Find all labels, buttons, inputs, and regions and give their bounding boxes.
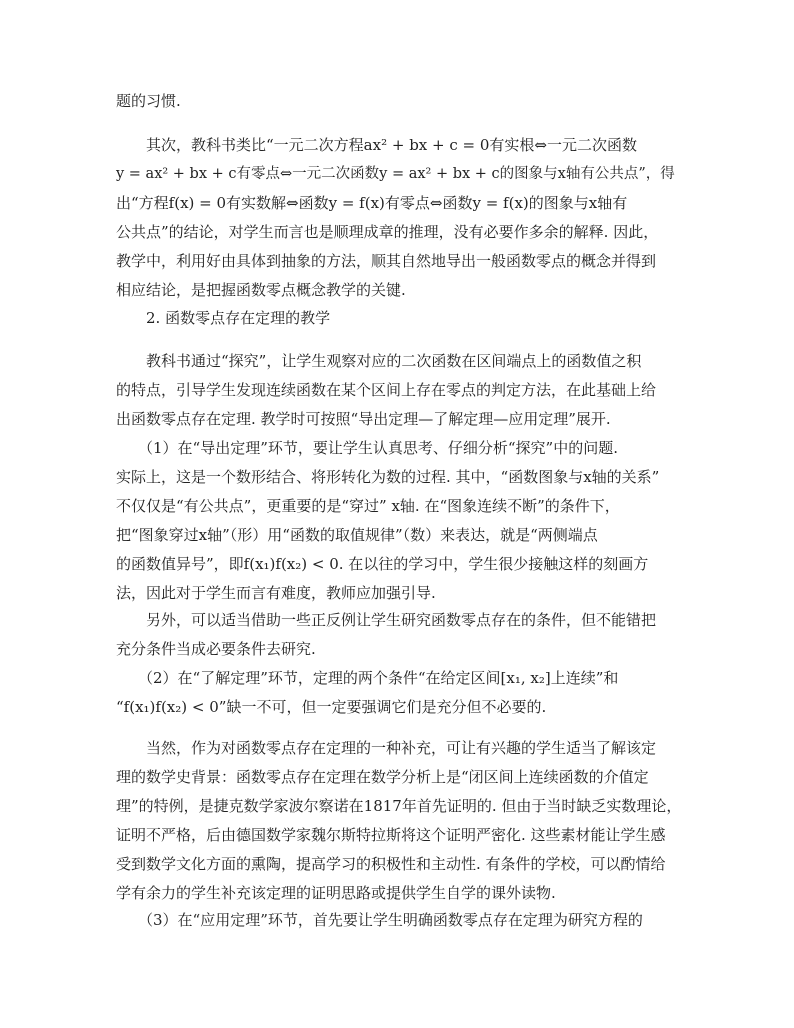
- text-line: 出“方程f(x) = 0有实数解⇔函数y = f(x)有零点⇔函数y = f(x)的图象与x轴有: [116, 194, 628, 212]
- paragraph-analogy: [116, 131, 682, 305]
- text-line-content: 教科书通过“探究”，让学生观察对应的二次函数在区间端点上的函数值之积: [146, 352, 642, 370]
- paragraph-understand-theorem: [116, 664, 682, 722]
- text-line: 公共点”的结论，对学生而言也是顺理成章的推理，没有必要作多余的解释. 因此，: [116, 223, 659, 241]
- text-line: 充分条件当成必要条件去研究.: [116, 640, 316, 658]
- text-line: 理的数学史背景：函数零点存在定理在数学分析上是“闭区间上连续函数的介值定: [116, 768, 649, 786]
- text-line: 法，因此对于学生而言有难度，教师应加强引导.: [116, 584, 436, 602]
- text-line: 的特点，引导学生发现连续函数在某个区间上存在零点的判定方法，在此基础上给: [116, 381, 657, 399]
- paragraph-derive-theorem: [116, 434, 682, 608]
- text-line: [116, 434, 682, 463]
- heading-text: 2. 函数零点存在定理的教学: [146, 309, 331, 327]
- text-line: 不仅仅是“有公共点”，更重要的是“穿过” x轴. 在“图象连续不断”的条件下，: [116, 497, 620, 515]
- text-line: 学有余力的学生补充该定理的证明思路或提供学生自学的课外读物.: [116, 884, 556, 902]
- text-line: y = ax² + bx + c有零点⇔一元二次函数y = ax² + bx + c的图象与x轴有公共点”，得: [116, 166, 675, 182]
- text-line: [116, 347, 682, 376]
- section-heading: [116, 304, 682, 333]
- text-line: [116, 304, 682, 333]
- paragraph-counterexamples: [116, 606, 682, 664]
- text-line-content: 当然，作为对函数零点存在定理的一种补充，可让有兴趣的学生适当了解该定: [146, 739, 657, 757]
- text-line-content: （3）在“应用定理”环节，首先要让学生明确函数零点存在定理为研究方程的: [138, 911, 643, 929]
- text-line: 理”的特例，是捷克数学家波尔察诺在1817年首先证明的. 但由于当时缺乏实数理论，: [116, 797, 682, 815]
- text-line: 把“图象穿过x轴”（形）用“函数的取值规律”（数）来表达，就是“两侧端点: [116, 526, 598, 544]
- paragraph-textbook-approach: [116, 347, 682, 434]
- text-line: 教学中，利用好由具体到抽象的方法，顺其自然地导出一般函数零点的概念并得到: [116, 252, 657, 270]
- text-line: “f(x₁)f(x₂) < 0”缺一不可，但一定要强调它们是充分但不必要的.: [116, 698, 547, 716]
- text-line: [116, 606, 682, 635]
- text-line: 实际上，这是一个数形结合、将形转化为数的过程. 其中，“函数图象与x轴的关系”: [116, 468, 660, 486]
- text-line: [116, 664, 682, 693]
- text-line: [116, 734, 682, 763]
- text-line-content: （1）在“导出定理”环节，要让学生认真思考、仔细分析“探究”中的问题.: [138, 439, 618, 457]
- text-line: 受到数学文化方面的熏陶，提高学习的积极性和主动性. 有条件的学校，可以酌情给: [116, 855, 666, 873]
- paragraph-history: [116, 734, 682, 908]
- paragraph-apply-theorem: [116, 906, 682, 935]
- text-line-content: （2）在“了解定理”环节，定理的两个条件“在给定区间[x₁, x₂]上连续”和: [138, 669, 619, 687]
- text-line: [116, 906, 682, 935]
- text-line: 相应结论，是把握函数零点概念教学的关键.: [116, 281, 406, 299]
- text-line: 题的习惯.: [116, 92, 181, 110]
- paragraph-continuation: [116, 87, 682, 116]
- text-line: 的函数值异号”，即f(x₁)f(x₂) < 0. 在以往的学习中，学生很少接触这样的刻画方: [116, 555, 649, 573]
- text-line: 出函数零点存在定理. 教学时可按照“导出定理—了解定理—应用定理”展开.: [116, 410, 611, 428]
- text-line-content: 另外，可以适当借助一些正反例让学生研究函数零点存在的条件，但不能错把: [146, 611, 657, 629]
- text-line: [116, 131, 682, 160]
- text-line-content: 其次，教科书类比“一元二次方程ax² + bx + c = 0有实根⇔一元二次函数: [146, 136, 637, 154]
- text-line: 证明不严格，后由德国数学家魏尔斯特拉斯将这个证明严密化. 这些素材能让学生感: [116, 826, 666, 844]
